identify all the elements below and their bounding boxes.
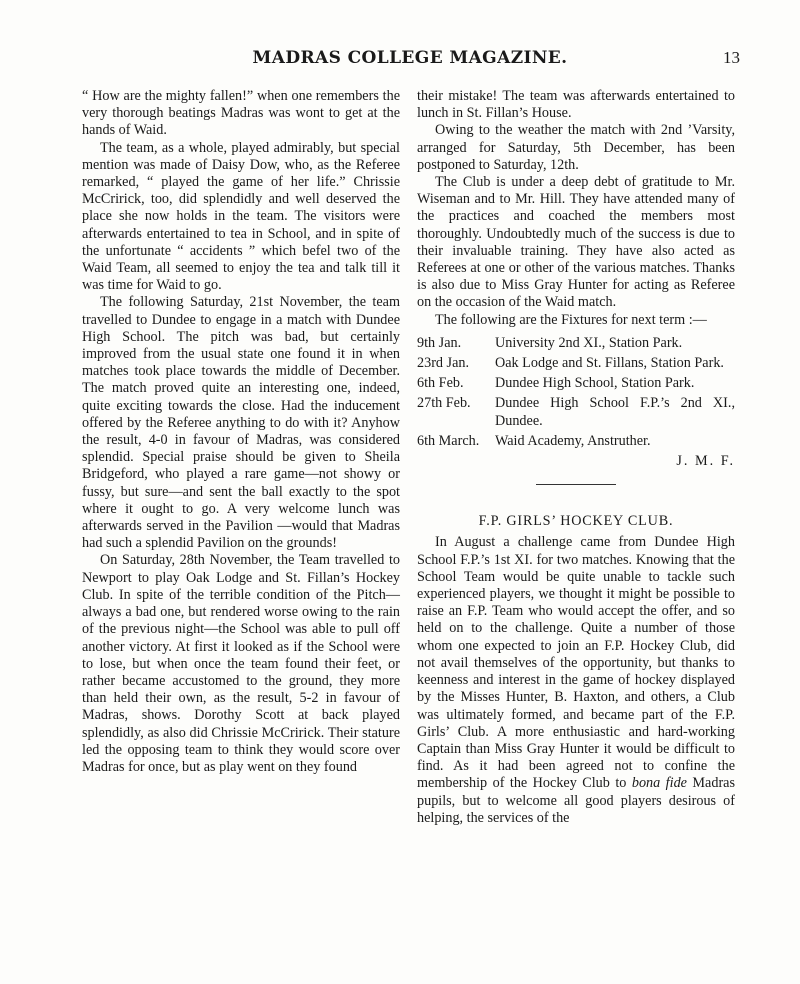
fixtures-list [417,335,735,450]
left-column [82,88,400,776]
paragraph-text: In August a challenge came from Dundee High School F.P.’s 1st XI. for two matches. Knowing that the School Team would be quite unable to tackle such experienced players, we thought it might be possible to raise an F.P. Team who would accept the offer, and so held on to the challenge. Quite a number of those whom one expected to join an F.P. Hockey Club, did not avail themselves of the opportunity, but thanks to keenness and interest in the game of hockey displayed by the Misses Hunter, B. Haxton, and others, a Club was ultimately formed, and became part of the F.P. Girls’ Club. A more enthusiastic and hard-working Captain than Miss Gray Hunter it would be difficult to find. As it had been agreed not to confine the membership of the Hockey Club to [417,534,735,792]
fixture-desc: Oak Lodge and St. Fillans, Station Park. [495,355,724,372]
fixture-row [417,355,735,372]
page-number: 13 [723,48,740,67]
fixture-row [417,395,735,429]
fixture-row [417,375,735,392]
magazine-title: MADRAS COLLEGE MAGAZINE. [252,48,568,68]
fixture-date: 9th Jan. [417,334,462,351]
paragraph: Owing to the weather the match with 2nd ’Varsity, arranged for Saturday, 5th December, has been postponed to Saturday, 12th. [417,122,735,173]
right-column [417,88,735,827]
page-header [80,48,740,72]
section-title: F.P. GIRLS’ HOCKEY CLUB. [478,513,674,530]
fixture-date: 27th Feb. [417,395,471,412]
fixture-date: 23rd Jan. [417,355,470,372]
paragraph: The following Saturday, 21st November, the team travelled to Dundee to engage in a match with Dundee High School. The pitch was bad, but certainly improved from the usual state one found it in when matches took place towards the middle of December. The match proved quite an interesting one, indeed, quite exciting towards the close. Had the inducement offered by the Referee anything to do with it? Anyhow the result, 4-0 in favour of Madras, was considered splendid. Special praise should be given to Sheila Bridgeford, who played a rare game—not showy or fussy, but sure—and sent the ball exactly to the spot where it ought to go. A very welcome lunch was afterwards served in the Pavilion —would that Madras had such a splendid Pavilion on the grounds! [82,294,400,552]
fixture-date: 6th March. [417,432,480,449]
fixture-desc: Dundee High School, Station Park. [495,375,695,392]
paragraph [417,534,735,826]
fixture-desc: Waid Academy, Anstruther. [495,432,651,449]
section-divider [536,484,616,485]
fixture-date: 6th Feb. [417,375,464,392]
fixture-desc: Dundee High School F.P.’s 2nd XI., Dundee. [495,395,735,429]
fixture-row [417,335,735,352]
paragraph: “ How are the mighty fallen!” when one remembers the very thorough beatings Madras was wont to get at the hands of Waid. [82,88,400,139]
fixture-desc: University 2nd XI., Station Park. [495,334,683,351]
paragraph-text: Madras pupils, but to welcome all good players desirous of helping, the services of the [417,775,735,826]
fixture-row [417,433,735,450]
italic-phrase: bona fide [631,775,687,792]
paragraph: The following are the Fixtures for next term :— [435,311,707,328]
paragraph: their mistake! The team was afterwards entertained to lunch in St. Fillan’s House. [417,88,735,122]
author-initials: J. M. F. [676,453,735,470]
paragraph: The Club is under a deep debt of gratitude to Mr. Wiseman and to Mr. Hill. They have attended many of the practices and coached the members most thoroughly. Undoubtedly much of the success is due to their invaluable training. They have also acted as Referees at one or other of the various matches. Thanks is also due to Miss Gray Hunter for acting as Referee on the occasion of the Waid match. [417,174,735,311]
paragraph: The team, as a whole, played admirably, but special mention was made of Daisy Dow, who, as the Referee remarked, “ played the game of her life.” Chrissie McCririck, too, did splendidly and well deserved the place she now holds in the team. The visitors were afterwards entertained to tea in School, and in spite of the unfortunate “ accidents ” which befel two of the Waid Team, all seemed to enjoy the tea and talk till it was time for Waid to go. [82,139,400,294]
paragraph: On Saturday, 28th November, the Team travelled to Newport to play Oak Lodge and St. Fillan’s Hockey Club. In spite of the terrible condition of the Pitch—always a bad one, but rendered worse owing to the rain of the previous night—the School was able to pull off another victory. At first it looked as if the School were to lose, but when once the team found their feet, or rather became accustomed to the ground, they more than held their own, as the result, 5-2 in favour of Madras, shows. Dorothy Scott at back played splendidly, as also did Chrissie McCririck. Their stature led the opposing team to think they would score over Madras for once, but as play went on they found [82,552,400,775]
